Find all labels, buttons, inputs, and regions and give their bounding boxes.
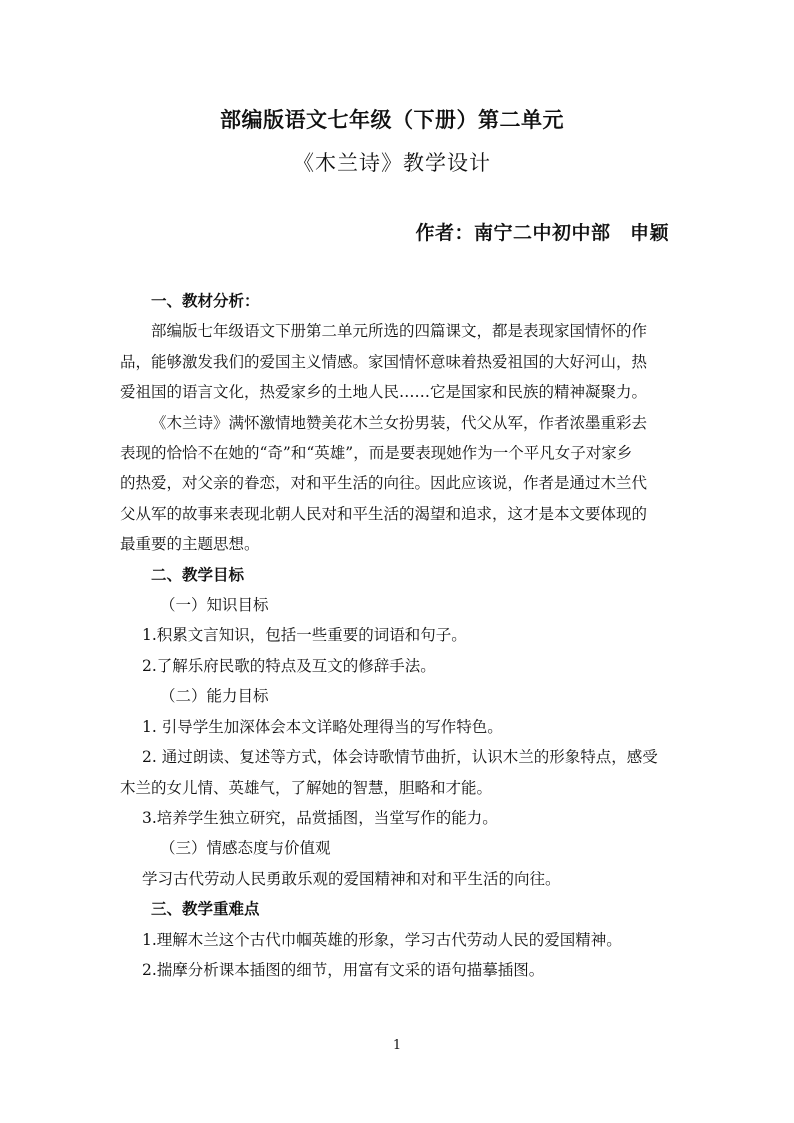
list-item: 3.培养学生独立研究，品赏插图，当堂写作的能力。 xyxy=(142,808,498,827)
section-heading-goals: 二、教学目标 xyxy=(151,564,245,584)
list-item: 2.揣摩分析课本插图的细节，用富有文采的语句描摹插图。 xyxy=(142,960,545,979)
list-item: 2. 通过朗读、复述等方式，体会诗歌情节曲折，认识木兰的形象特点，感受 xyxy=(142,748,658,767)
list-item: 木兰的女儿情、英雄气，了解她的智慧，胆略和才能。 xyxy=(120,778,493,797)
list-item: 1.理解木兰这个古代巾帼英雄的形象，学习古代劳动人民的爱国精神。 xyxy=(142,930,622,949)
paragraph-line: 部编版七年级语文下册第二单元所选的四篇课文，都是表现家国情怀的作 xyxy=(151,322,648,341)
document-title: 部编版语文七年级（下册）第二单元 xyxy=(220,107,564,132)
paragraph-line: 爱祖国的语言文化，热爱家乡的土地人民……它是国家和民族的精神凝聚力。 xyxy=(120,383,648,402)
document-subtitle: 《木兰诗》教学设计 xyxy=(293,151,491,175)
subsection-heading-values: （三）情感态度与价值观 xyxy=(160,839,331,858)
list-item: 2.了解乐府民歌的特点及互文的修辞手法。 xyxy=(142,656,436,675)
list-item: 1.积累文言知识，包括一些重要的词语和句子。 xyxy=(142,626,467,645)
page-number: 1 xyxy=(392,1038,402,1053)
paragraph-line: 表现的恰恰不在她的“奇”和“英雄”，而是要表现她作为一个平凡女子对家乡 xyxy=(120,444,633,463)
paragraph-line: 品，能够激发我们的爱国主义情感。家国情怀意味着热爱祖国的大好河山，热 xyxy=(120,352,648,371)
paragraph-line: 父从军的故事来表现北朝人民对和平生活的渴望和追求，这才是本文要体现的 xyxy=(120,504,648,523)
author-line: 作者：南宁二中初中部 申颖 xyxy=(415,222,669,244)
list-item: 1. 引导学生加深体会本文详略处理得当的写作特色。 xyxy=(142,717,503,736)
document-body xyxy=(120,286,680,985)
paragraph-line: 最重要的主题思想。 xyxy=(120,535,260,554)
paragraph-line: 的热爱，对父亲的眷恋，对和平生活的向往。因此应该说，作者是通过木兰代 xyxy=(120,474,648,493)
list-item: 学习古代劳动人民勇敢乐观的爱国精神和对和平生活的向往。 xyxy=(142,869,561,888)
subsection-heading-ability: （二）能力目标 xyxy=(160,687,269,706)
section-heading-analysis: 一、教材分析： xyxy=(151,291,260,310)
section-heading-keypoints: 三、教学重难点 xyxy=(151,899,260,919)
paragraph-line: 《木兰诗》满怀激情地赞美花木兰女扮男装，代父从军，作者浓墨重彩去 xyxy=(151,413,648,432)
subsection-heading-knowledge: （一）知识目标 xyxy=(160,596,269,615)
